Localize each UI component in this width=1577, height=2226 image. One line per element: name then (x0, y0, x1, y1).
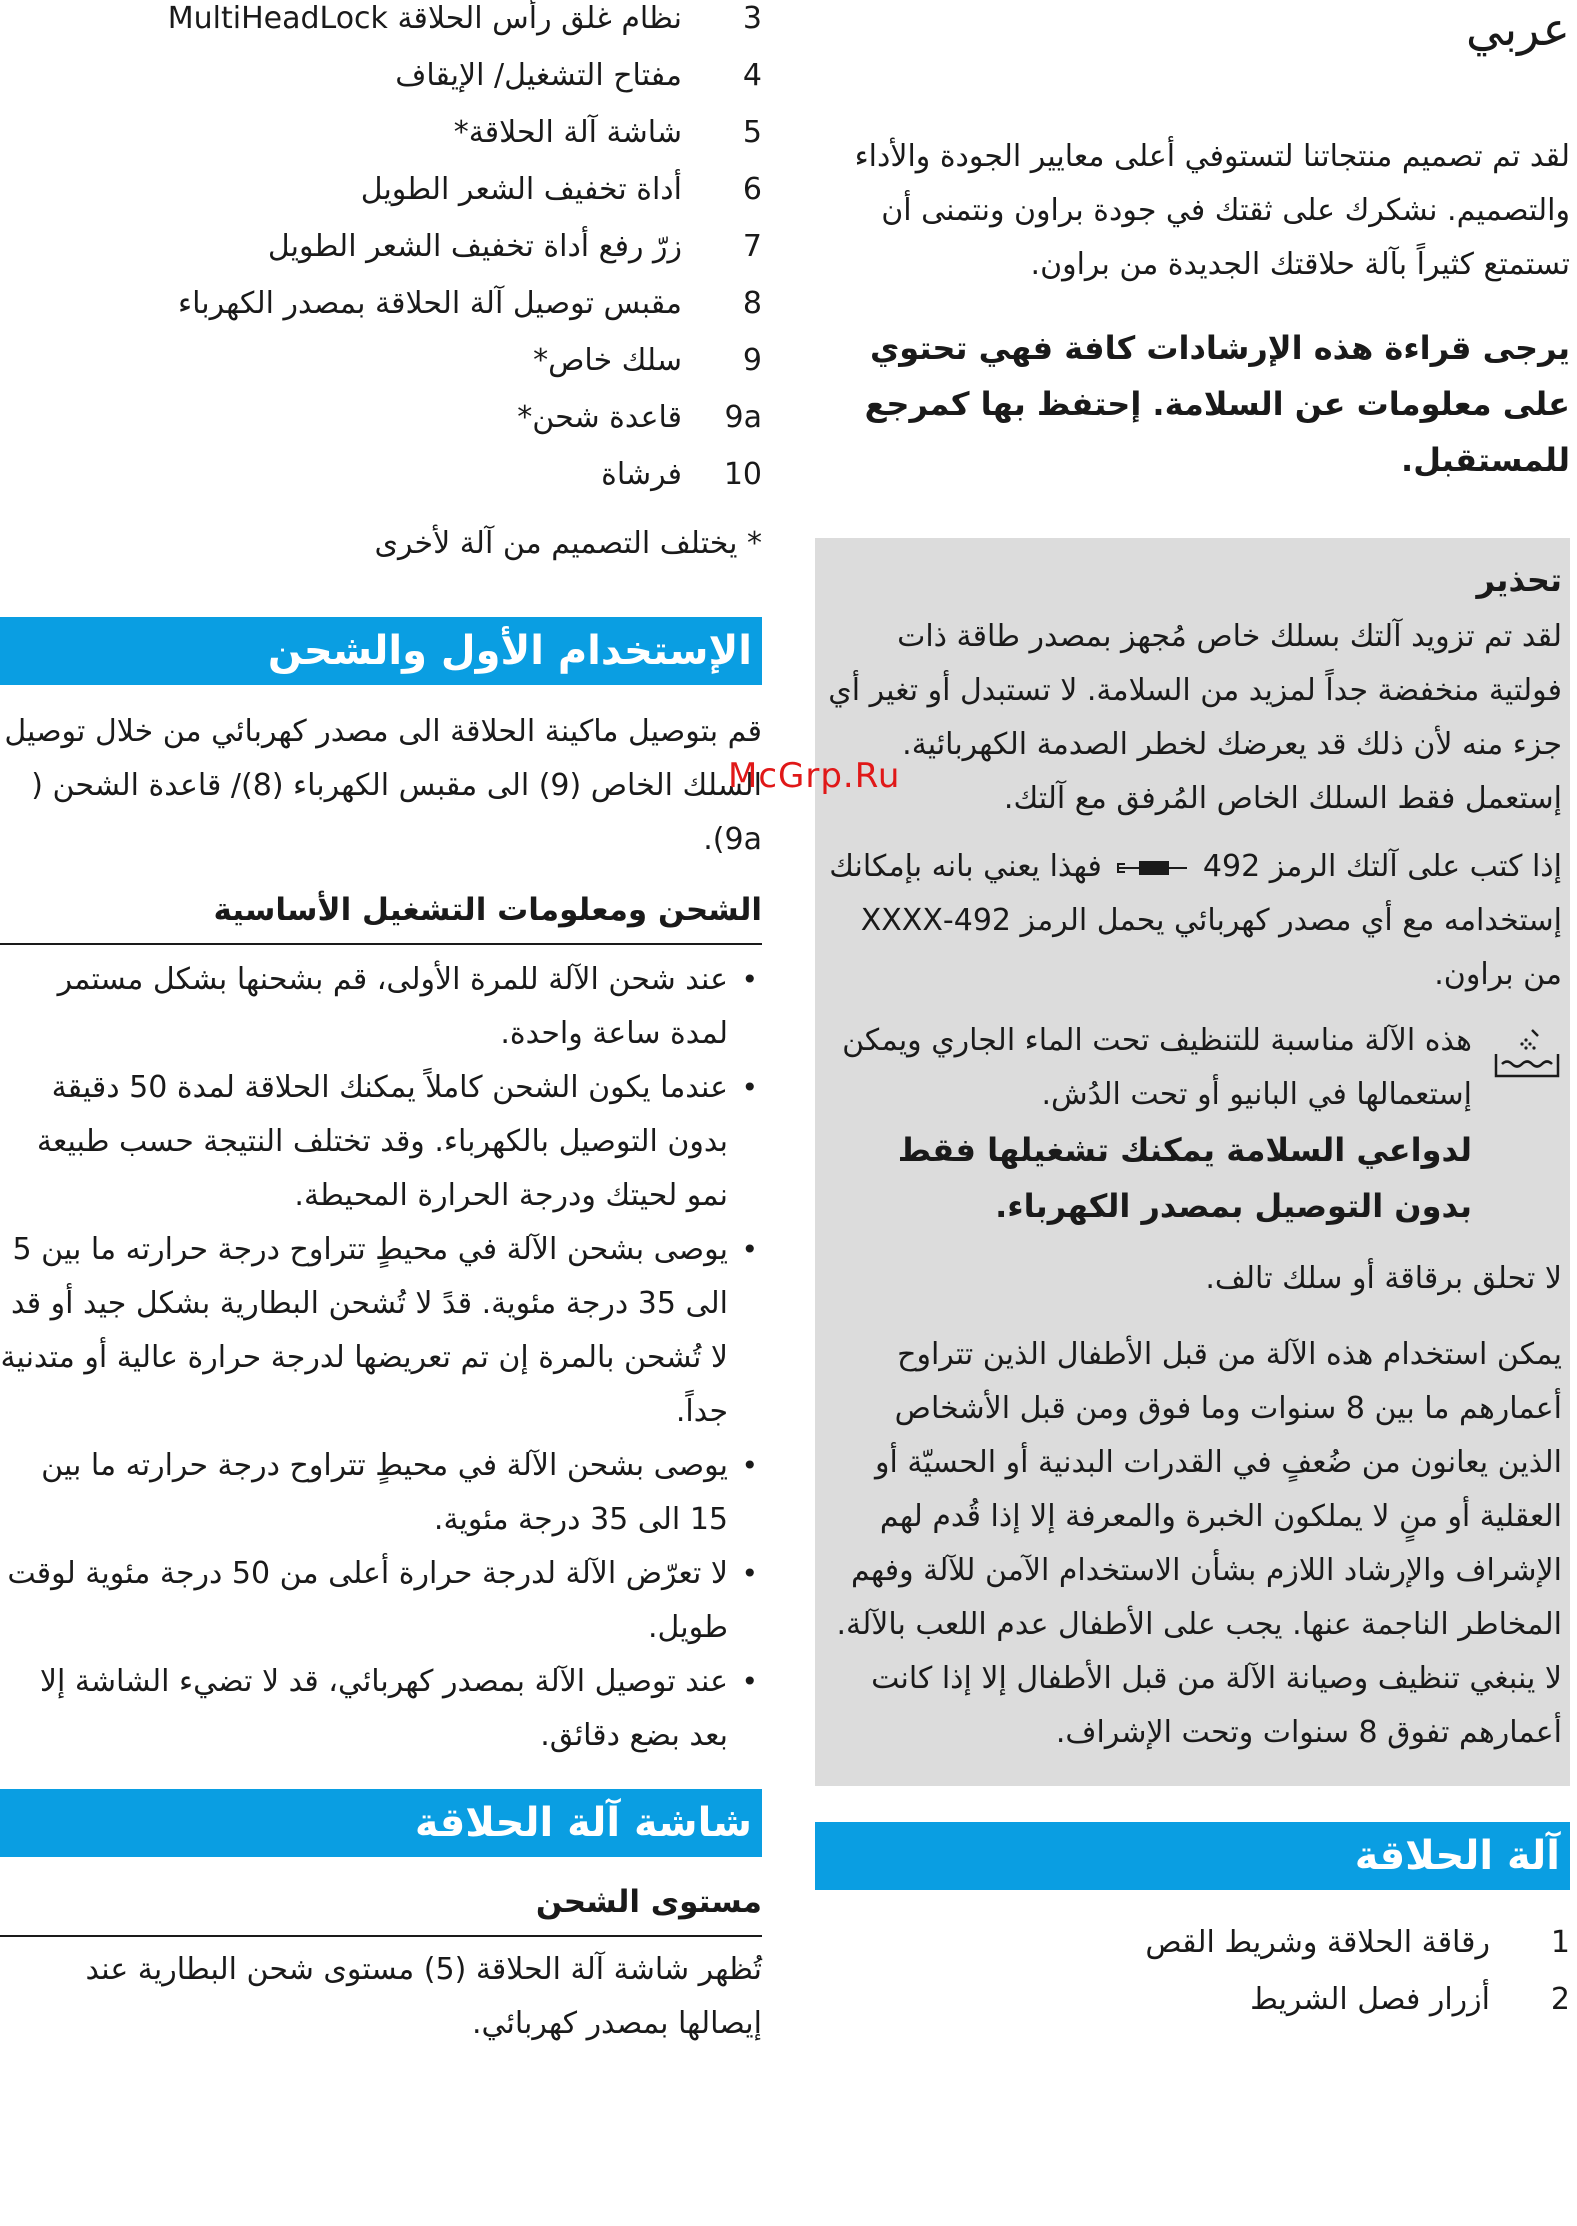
list-item (815, 1914, 1570, 1971)
power-plug-symbol (1111, 840, 1260, 894)
part-label: أزرار فصل الشريط (1250, 1982, 1490, 2017)
part-number: 3 (742, 1, 762, 36)
warning-paragraph-4: لا تحلق برقاقة أو سلك تالف. (1205, 1261, 1562, 1296)
list-item (8, 47, 762, 104)
part-number: 5 (742, 115, 762, 150)
part-label: نظام غلق رأس الحلاقة MultiHeadLock (167, 1, 682, 36)
part-label: زرّ رفع أداة تخفيف الشعر الطويل (267, 229, 682, 264)
left-column (0, 0, 762, 2051)
charging-bullets (0, 953, 762, 1763)
list-item (8, 0, 762, 47)
part-number: 9a (724, 400, 762, 435)
part-label: فرشاة (601, 457, 682, 492)
symbol-code: 492 (1202, 849, 1261, 884)
warning-paragraph-5: يمكن استخدام هذه الآلة من قبل الأطفال الذين تتراوح أعمارهم ما بين 8 سنوات وما فوق ومن قبل الأشخاص الذين يعانون من ضُعفٍ في القدرات البدنية أو الحسيّة أو العقلية أو منٍ لا يملكون الخبرة والمعرفة إلا إذا قُدم لهم الإشراف والإرشاد اللازم بشأن الاستخدام الآمن للآلة وفهم المخاطر الناجمة عنها. يجب على الأطفال عدم اللعب بالآلة. لا ينبغي تنظيف وصيانة الآلة من قبل الأطفال إلا إذا كانت أعمارهم تفوق 8 سنوات وتحت الإشراف. (836, 1337, 1562, 1750)
part-number: 1 (1550, 1925, 1570, 1960)
language-title: عربي (1466, 2, 1570, 56)
part-number: 2 (1550, 1982, 1570, 2017)
intro-paragraph: لقد تم تصميم منتجاتنا لتستوفي أعلى معايير الجودة والأداء والتصميم. نشكرك على ثقتك في جودة براون ونتمنى أن تستمتع كثيراً بآلة حلاقتك الجديدة من براون. (854, 139, 1570, 282)
list-item: • يوصى بشحن الآلة في محيطٍ تتراوح درجة حرارته ما بين 5 الى 35 درجة مئوية. قدً لا تُشحن البطارية بشكل جيد أو قد لا تُشحن بالمرة إن تم تعريضها لدرجة حرارة عالية أو متدنية جداً. (0, 1223, 762, 1439)
warning-title: تحذير (1476, 561, 1562, 599)
first-use-heading: الإستخدام الأول والشحن (0, 617, 762, 685)
list-item: • لا تعرّض الآلة لدرجة حرارة أعلى من 50 درجة مئوية لوقت طويل. (0, 1547, 762, 1655)
symbol-intro-text: إذا كتب على آلتك الرمز (1269, 849, 1562, 884)
part-number: 10 (723, 457, 762, 492)
first-use-text: قم بتوصيل ماكينة الحلاقة الى مصدر كهربائي من خلال توصيل السلك الخاص (9) الى مقبس الكهرباء (8)/ قاعدة الشحن ( 9a). (4, 714, 762, 857)
design-footnote: * يختلف التصميم من آلة لأخرى (374, 526, 762, 561)
list-item: • عند توصيل الآلة بمصدر كهربائي، قد لا تضيء الشاشة إلا بعد بضع دقائق. (0, 1655, 762, 1763)
warning-paragraph-1: لقد تم تزويد آلتك بسلك خاص مُجهز بمصدر طاقة ذات فولتية منخفضة جداً لمزيد من السلامة. لا تستبدل أو تغير أي جزء منه لأن ذلك قد يعرضك لخطر الصدمة الكهربائية. إستعمل فقط السلك الخاص المُرفق مع آلتك. (828, 619, 1562, 816)
list-item (8, 446, 762, 503)
list-item: • يوصى بشحن الآلة في محيطٍ تتراوح درجة حرارته ما بين 15 الى 35 درجة مئوية. (0, 1439, 762, 1547)
water-notice-p: هذه الآلة مناسبة للتنظيف تحت الماء الجاري ويمكن إستعمالها في البانيو أو تحت الدُش. (842, 1023, 1472, 1112)
list-item: • عند شحن الآلة للمرة الأولى، قم بشحنها بشكل مستمر لمدة ساعة واحدة. (0, 953, 762, 1061)
part-label: أداة تخفيف الشعر الطويل (360, 172, 682, 207)
watermark: McGrp.Ru (728, 756, 901, 796)
part-label: رقاقة الحلاقة وشريط القص (1145, 1925, 1490, 1960)
warning-box (815, 538, 1570, 1786)
shaver-heading: آلة الحلاقة (815, 1822, 1570, 1890)
list-item (8, 389, 762, 446)
list-item (8, 161, 762, 218)
list-item (815, 1971, 1570, 2028)
symbol-explanation: فهذا يعني بانه بإمكانك إستخدامه مع أي مصدر كهربائي يحمل الرمز 492-XXXX من براون. (829, 849, 1562, 992)
part-number: 6 (742, 172, 762, 207)
part-label: شاشة آلة الحلاقة* (453, 115, 682, 150)
list-item (8, 104, 762, 161)
charge-level-text: تُظهر شاشة آلة الحلاقة (5) مستوى شحن البطارية عند إيصالها بمصدر كهربائي. (85, 1952, 762, 2041)
warning-paragraph-2 (823, 840, 1562, 1002)
part-label: مفتاح التشغيل/ الإيقاف (395, 58, 682, 93)
part-label: قاعدة شحن* (517, 400, 682, 435)
part-number: 9 (742, 343, 762, 378)
part-number: 8 (742, 286, 762, 321)
part-label: سلك خاص* (533, 343, 682, 378)
parts-list-left (0, 0, 762, 503)
list-item (8, 332, 762, 389)
water-notice-bold: لدواعي السلامة يمكنك تشغيلها فقط بدون التوصيل بمصدر الكهرباء. (897, 1131, 1472, 1225)
part-label: مقبس توصيل آلة الحلاقة بمصدر الكهرباء (177, 286, 682, 321)
charge-level-heading: مستوى الشحن (0, 1877, 762, 1937)
right-column (815, 0, 1570, 2028)
water-notice (823, 1014, 1562, 1234)
water-notice-text (823, 1014, 1472, 1234)
plug-icon (1117, 861, 1187, 875)
parts-list-right (815, 1914, 1570, 2028)
read-notice: يرجى قراءة هذه الإرشادات كافة فهي تحتوي على معلومات عن السلامة. إحتفظ بها كمرجع للمستقبل. (864, 329, 1570, 479)
list-item (8, 275, 762, 332)
display-heading: شاشة آلة الحلاقة (0, 1789, 762, 1857)
list-item: • عندما يكون الشحن كاملاً يمكنك الحلاقة لمدة 50 دقيقة بدون التوصيل بالكهرباء. وقد تختلف النتيجة حسب طبيعة نمو لحيتك ودرجة الحرارة المحيطة. (0, 1061, 762, 1223)
part-number: 4 (742, 58, 762, 93)
list-item (8, 218, 762, 275)
part-number: 7 (742, 229, 762, 264)
charging-heading: الشحن ومعلومات التشغيل الأساسية (0, 885, 762, 945)
shower-bath-icon (1482, 1028, 1562, 1088)
